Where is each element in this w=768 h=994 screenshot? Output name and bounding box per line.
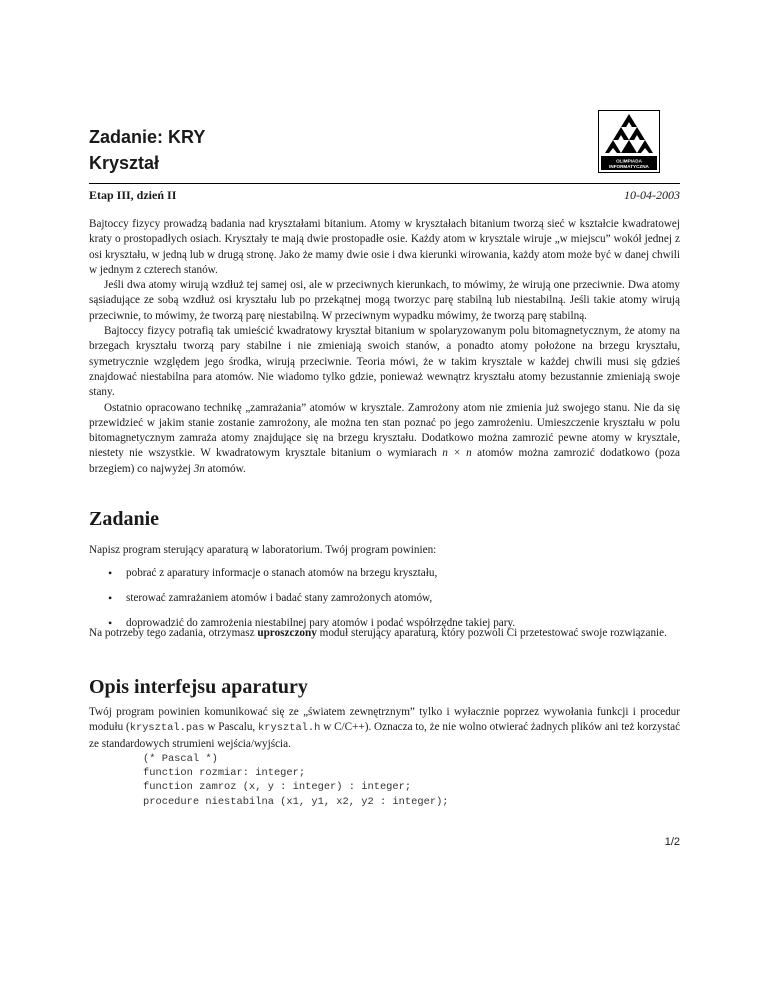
freeze-limit: 3n (193, 462, 205, 475)
task-note (89, 626, 680, 641)
interface-heading: Opis interfejsu aparatury (89, 676, 308, 698)
intro-paragraph-3: Bajtoccy fizycy potrafią tak umieścić kwadratowy kryształ bitanium w spolaryzowanym polu bitomagnetycznym, że atomy na brzegach kryształu tworzą pary stabilne i nie zmieniają swoich stanów, a ponadto atomy położone na brzegu kryształu, symetrycznie względem jego środka, wirują przeciwnie. Teoria mówi, że w takim krysztale w każdej chwili musi się gdzieś znajdować niestabilna para atomów. Nie wiadomo tylko gdzie, ponieważ wewnątrz kryształu atomy bezustannie zmieniają swoje stany. (89, 325, 680, 399)
code-line: function rozmiar: integer; (143, 767, 306, 780)
code-block (143, 752, 449, 809)
list-item: • pobrać z aparatury informacje o stanach atomów na brzegu kryształu, (108, 566, 680, 581)
list-item: • doprowadzić do zamrożenia niestabilnej pary atomów i podać współrzędne takiej pary. (108, 616, 680, 631)
olimpiada-logo (598, 110, 660, 173)
crystal-dimensions: n × n (442, 447, 472, 460)
logo-text-1: OLIMPIADA (616, 158, 642, 164)
intro-paragraph-4-tail-a: atomów można zamrozić dodatkowo (poza brzegiem) co najwyżej (89, 447, 680, 475)
interface-description (89, 705, 680, 752)
intro-paragraph-4-text: Ostatnio opracowano technikę „zamrażania” atomów w krysztale. Zamrożony atom nie zmienia już swojego stanu. Nie da się przewidzieć w jakim stanie zostanie zamrożony, ale można ten stan poznać po jego zamrożeniu. Umieszczenie kryształu w polu bitomagnetycznym zamraża atomy znajdujące się na brzegu kryształu. Dodatkowo można zamrozić pewne atomy w krysztale, niestety nie wszystkie. W kwadratowym krysztale bitanium o wymiarach (89, 401, 680, 460)
page-title (89, 124, 205, 176)
c-header-filename: krysztal.h (258, 722, 321, 735)
page-number: 1/2 (664, 836, 680, 848)
date-label: 10-04-2003 (624, 188, 680, 202)
intro-paragraph-4-tail-b: atomów. (207, 462, 246, 475)
task-name-title: Kryształ (89, 153, 160, 173)
task-lead: Napisz program sterujący aparaturą w laboratorium. Twój program powinien: (89, 544, 437, 556)
interface-text-a: Twój program powinien komunikować się ze „światem zewnętrznym” tylko i wyłacznie poprzez wywołania funkcji i procedur modułu ( (89, 706, 680, 734)
pascal-module-filename: krysztal.pas (129, 722, 205, 735)
intro-section (89, 217, 680, 477)
task-code-title: Zadanie: KRY (89, 127, 206, 147)
interface-text-b: w Pascalu, (207, 721, 256, 734)
code-line: procedure niestabilna (x1, y1, x2, y2 : integer); (143, 795, 449, 808)
task-heading: Zadanie (89, 508, 160, 530)
logo-text-2: INFORMATYCZNA (609, 164, 649, 169)
code-line: (* Pascal *) (143, 753, 218, 765)
intro-paragraph-2: Jeśli dwa atomy wirują wzdłuż tej samej osi, ale w przeciwnych kierunkach, to mówimy, że wirują one przeciwnie. Dwa atomy sąsiadujące ze sobą wzdłuż osi kryształu lub po przekątnej mogą tworzyc parę stabilną lub niestabilną. Jeśli takie atomy wirują przeciwnie, to mówimy, że tworzą parę niestabilną. W przeciwnym wypadku mówimy, że tworzą parę stabilną. (89, 279, 680, 322)
task-note-emphasis: uproszczony (257, 627, 317, 639)
header-rule (89, 183, 680, 184)
interface-text-c: w C/C++). Oznacza to, że nie wolno otwierać żadnych plików ani też korzystać ze standardowych strumieni wejścia/wyjścia. (89, 721, 681, 750)
intro-paragraph-4 (89, 401, 680, 477)
task-note-before: Na potrzeby tego zadania, otrzymasz (89, 627, 255, 639)
list-item: • sterować zamrażaniem atomów i badać stany zamrożonych atomów, (108, 591, 680, 606)
task-note-after: moduł sterujący aparaturą, który pozwoli Ci przetestować swoje rozwiązanie. (319, 627, 667, 639)
intro-paragraph-1: Bajtoccy fizycy prowadzą badania nad kryształami bitanium. Atomy w kryształach bitanium tworzą sieć w kształcie kwadratowej kraty o prostopadłych osiach. Kryształy te mają dwie prostopadłe osie. Każdy atom w krysztale wiruje „w miejscu” wokół jednej z osi kryształu, w jedną lub w drugą stronę. Jako że mamy dwie osie i dwa kierunki wirowania, każdy atom może być w danej chwili w jednym z czterech stanów. (89, 218, 680, 276)
code-line: function zamroz (x, y : integer) : integer; (143, 781, 412, 794)
stage-label: Etap III, dzień II (89, 188, 177, 202)
